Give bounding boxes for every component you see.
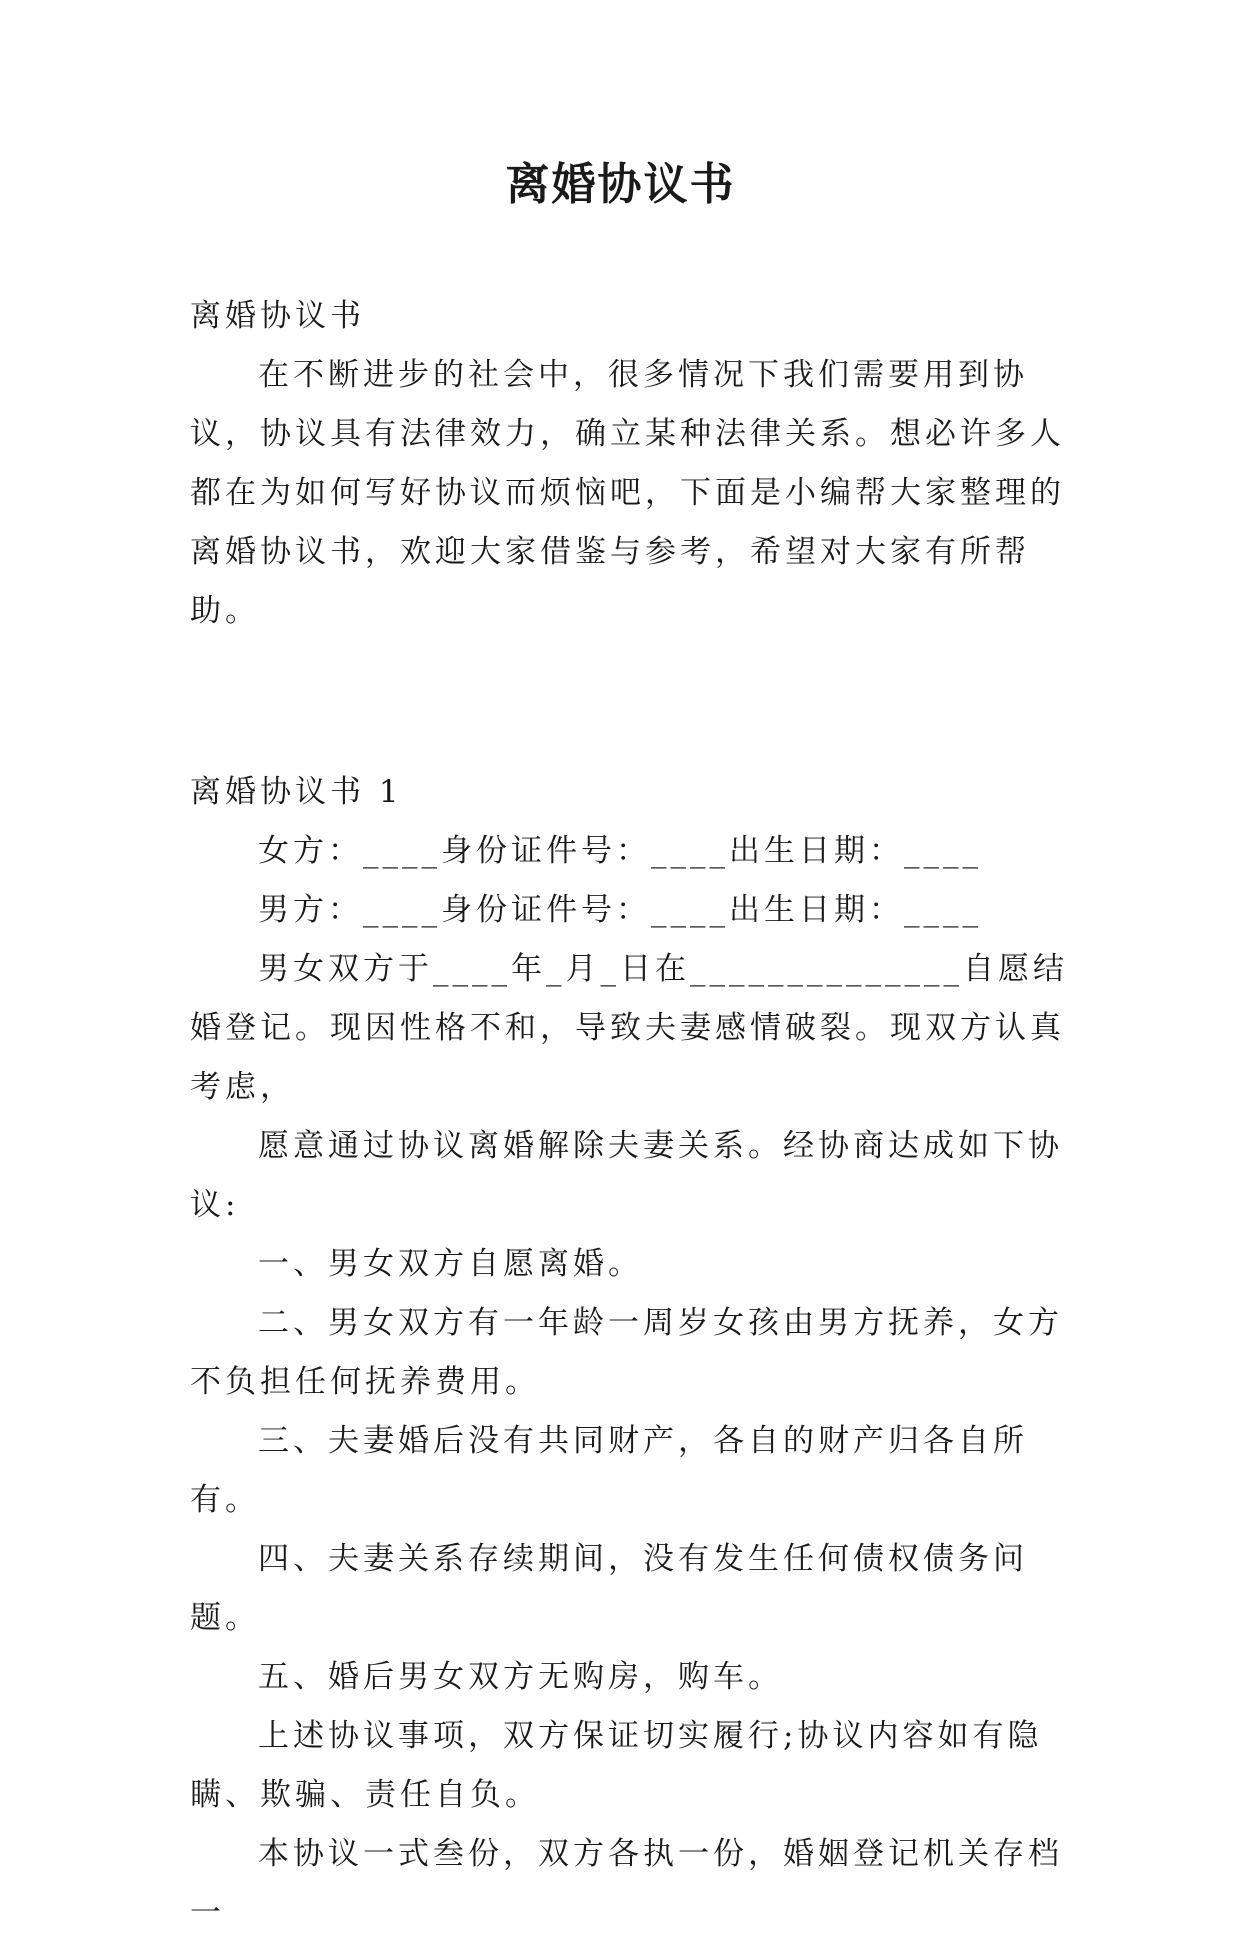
clause-3: 三、夫妻婚后没有共同财产，各自的财产归各自所有。 (190, 1423, 1028, 1518)
clause-2: 二、男女双方有一年龄一周岁女孩由男方抚养，女方不负担任何抚养费用。 (190, 1305, 1063, 1400)
intro-paragraph: 在不断进步的社会中，很多情况下我们需要用到协议，协议具有法律效力，确立某种法律关系。想必许多人都在为如何写好协议而烦恼吧，下面是小编帮大家整理的离婚协议书，欢迎大家借鉴与参考，希望对大家有所帮助。 (190, 357, 1065, 629)
clause-5: 五、婚后男女双方无购房，购车。 (258, 1659, 783, 1695)
document-body (190, 287, 1090, 1943)
female-info-line: 女方：____身份证件号：____出生日期：____ (258, 833, 982, 869)
male-info-line: 男方：____身份证件号：____出生日期：____ (258, 892, 982, 928)
agreement-intro-paragraph: 愿意通过协议离婚解除夫妻关系。经协商达成如下协议: (190, 1128, 1063, 1223)
clause-4: 四、夫妻关系存续期间，没有发生任何债权债务问题。 (190, 1541, 1028, 1636)
marriage-registration-paragraph: 男女双方于____年_月_日在______________自愿结婚登记。现因性格不和，导致夫妻感情破裂。现双方认真考虑， (190, 951, 1068, 1105)
guarantee-paragraph: 上述协议事项，双方保证切实履行;协议内容如有隐瞒、欺骗、责任自负。 (190, 1718, 1043, 1813)
section-heading: 离婚协议书 1 (190, 774, 403, 810)
document-title: 离婚协议书 (505, 159, 736, 210)
section-gap (190, 641, 1090, 763)
clause-1: 一、男女双方自愿离婚。 (258, 1246, 643, 1282)
intro-heading: 离婚协议书 (190, 298, 365, 334)
copies-paragraph: 本协议一式叁份，双方各执一份，婚姻登记机关存档一 (190, 1836, 1063, 1931)
